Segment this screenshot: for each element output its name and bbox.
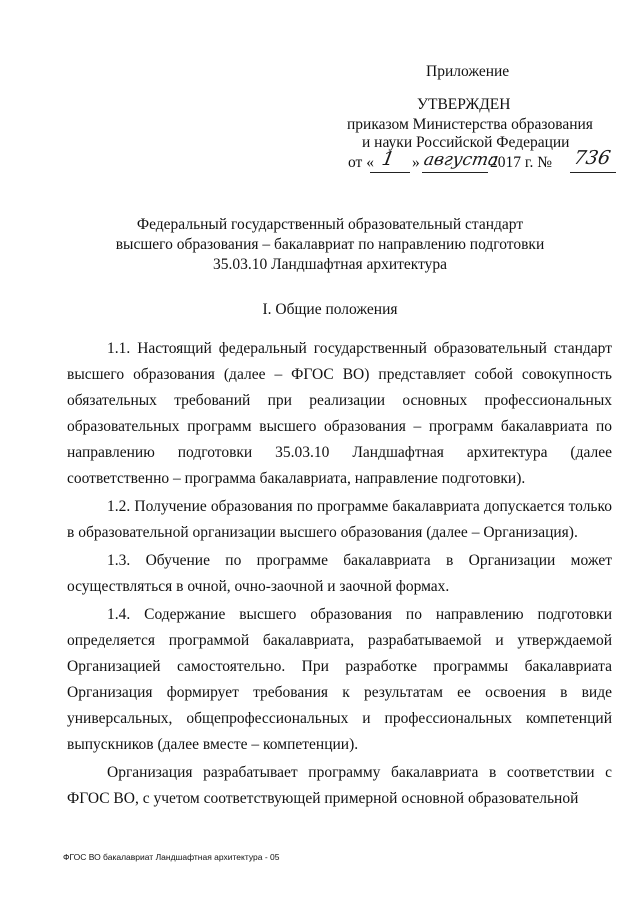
handwritten-month: августа	[422, 150, 501, 170]
date-quote-close: »	[412, 154, 420, 171]
title-line-1: Федеральный государственный образовательный стандарт	[136, 216, 524, 233]
body-text	[67, 336, 612, 814]
paragraph-1-4: 1.4. Содержание высшего образования по направлению подготовки определяется программой бакалавриата, разрабатываемой и утверждаемой Организацией самостоятельно. При разработке программы бакалавриата Организация формирует требования к результатам ее освоения в виде универсальных, общепрофессиональных и профессиональных компетенций выпускников (далее вместе – компетенции).	[67, 606, 612, 753]
standard-title	[60, 215, 600, 275]
month-underline	[422, 172, 488, 173]
number-underline	[570, 172, 616, 173]
paragraph-1-2: 1.2. Получение образования по программе бакалавриата допускается только в образовательной организации высшего образования (далее – Организация).	[67, 498, 612, 541]
handwritten-order-number: 736	[572, 147, 613, 169]
paragraph-1-1: 1.1. Настоящий федеральный государственный образовательный стандарт высшего образования (далее – ФГОС ВО) представляет собой совокупность обязательных требований при реализации основных профессиональных образовательных программ высшего образования – программ бакалавриата по направлению подготовки 35.03.10 Ландшафтная архитектура (далее соответственно – программа бакалавриата, направление подготовки).	[67, 340, 612, 487]
section-title: I. Общие положения	[262, 301, 398, 318]
approved-heading: УТВЕРЖДЕН	[417, 96, 511, 113]
date-prefix: от «	[348, 154, 374, 171]
paragraph-1-3: 1.3. Обучение по программе бакалавриата в Организации может осуществляться в очной, очно-заочной и заочной формах.	[67, 552, 612, 595]
appendix-label: Приложение	[426, 63, 510, 80]
page-footer: ФГОС ВО бакалавриат Ландшафтная архитектура - 05	[63, 852, 280, 862]
order-line-1: приказом Министерства образования	[347, 116, 593, 133]
title-line-2: высшего образования – бакалавриат по направлению подготовки	[115, 236, 545, 253]
date-year: 2017 г. №	[490, 154, 553, 171]
paragraph-organization: Организация разрабатывает программу бакалавриата в соответствии с ФГОС ВО, с учетом соответствующей примерной основной образовательной	[67, 764, 612, 807]
handwritten-day: 1	[380, 148, 397, 170]
order-date-line	[348, 147, 618, 176]
title-line-3: 35.03.10 Ландшафтная архитектура	[212, 256, 448, 273]
day-underline	[370, 172, 410, 173]
order-line-2: и науки Российской Федерации	[362, 134, 570, 151]
